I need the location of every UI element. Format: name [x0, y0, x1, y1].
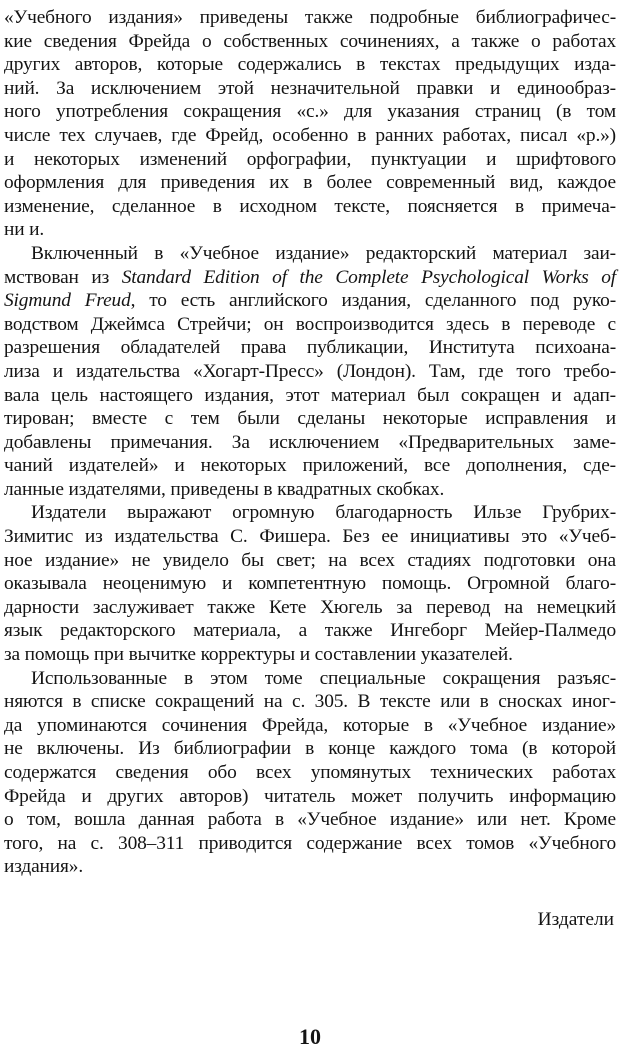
text-line: разрешения обладателей права публикации, Института психоана-: [4, 337, 616, 359]
text-line: ний. За исключением этой незначительной правки и единообраз-: [4, 77, 616, 99]
text-line: оформления для приведения их в более современный вид, каждое: [4, 172, 616, 194]
text-line: чаний издателей» и некоторых приложений, все дополнения, сде-: [4, 455, 616, 477]
text-line: ни и.: [4, 219, 45, 241]
book-title-italic: Standard Edition of the Complete Psychological Works of: [121, 266, 616, 288]
text-line: оказывала неоценимую и компетентную помощь. Огромной благо-: [4, 573, 616, 595]
page-number: 10: [299, 1024, 321, 1049]
text-span: , то есть английского издания, сделанного под руко-: [130, 290, 616, 312]
text-line: изменение, сделанное в исходном тексте, поясняется в примеча-: [4, 195, 616, 217]
text-line: за помощь при вычитке корректуры и составлении указателей.: [4, 644, 513, 666]
text-line: и некоторых изменений орфографии, пунктуации и шрифтового: [4, 148, 616, 170]
body-text: [4, 6, 616, 879]
text-line: ного употребления сокращения «с.» для указания страниц (в том: [4, 101, 616, 123]
text-line-with-title: [4, 266, 616, 290]
text-line: кие сведения Фрейда о собственных сочинениях, а также о работах: [4, 30, 616, 52]
publisher-signature: Издатели: [537, 909, 614, 930]
text-line: няются в списке сокращений на с. 305. В тексте или в сносках иног-: [4, 691, 616, 713]
text-line: Использованные в этом томе специальные сокращения разъяс-: [31, 667, 616, 689]
text-line-with-title: [4, 289, 616, 313]
text-line: содержатся сведения обо всех упомянутых технических работах: [4, 762, 616, 783]
text-line: язык редакторского материала, а также Ингеборг Мейер-Палмедо: [4, 620, 616, 642]
text-line: не включены. Из библиографии в конце каждого тома (в которой: [4, 738, 616, 760]
text-line: вала цель настоящего издания, этот материал был сокращен и адап-: [4, 384, 616, 406]
text-line: добавлены примечания. За исключением «Предварительных заме-: [4, 431, 616, 453]
text-line: ное издание» не увидело бы свет; на всех стадиях подготовки она: [4, 549, 616, 571]
text-line: да упоминаются сочинения Фрейда, которые в «Учебное издание»: [4, 714, 616, 736]
text-line: того, на с. 308–311 приводится содержание всех томов «Учебного: [4, 832, 616, 854]
text-line: Зимитис из издательства С. Фишера. Без ее инициативы это «Учеб-: [4, 526, 616, 548]
text-line: «Учебного издания» приведены также подробные библиографичес-: [4, 7, 616, 28]
text-line: ланные издателями, приведены в квадратных скобках.: [4, 478, 445, 500]
text-line: Издатели выражают огромную благодарность Ильзе Грубрих-: [31, 502, 616, 524]
text-line: других авторов, которые содержались в текстах предыдущих изда-: [4, 54, 616, 76]
text-line: Включенный в «Учебное издание» редакторский материал заи-: [31, 242, 616, 264]
text-line: Фрейда и других авторов) читатель может получить информацию: [4, 785, 616, 807]
book-title-italic: Sigmund Freud: [4, 290, 131, 312]
text-line: тирован; вместе с тем были сделаны некоторые исправления и: [4, 408, 616, 430]
text-line: числе тех случаев, где Фрейд, особенно в ранних работах, писал «р.»): [4, 124, 616, 146]
text-line: дарности заслуживает также Кете Хюгель за перевод на немецкий: [4, 596, 616, 618]
text-line: издания».: [4, 856, 84, 878]
text-span: мствован из: [4, 266, 122, 288]
text-line: о том, вошла данная работа в «Учебное издание» или нет. Кроме: [4, 809, 616, 831]
text-line: лиза и издательства «Хогарт-Пресс» (Лондон). Там, где того требо-: [4, 360, 616, 382]
text-line: водством Джеймса Стрейчи; он воспроизводится здесь в переводе с: [4, 313, 616, 335]
